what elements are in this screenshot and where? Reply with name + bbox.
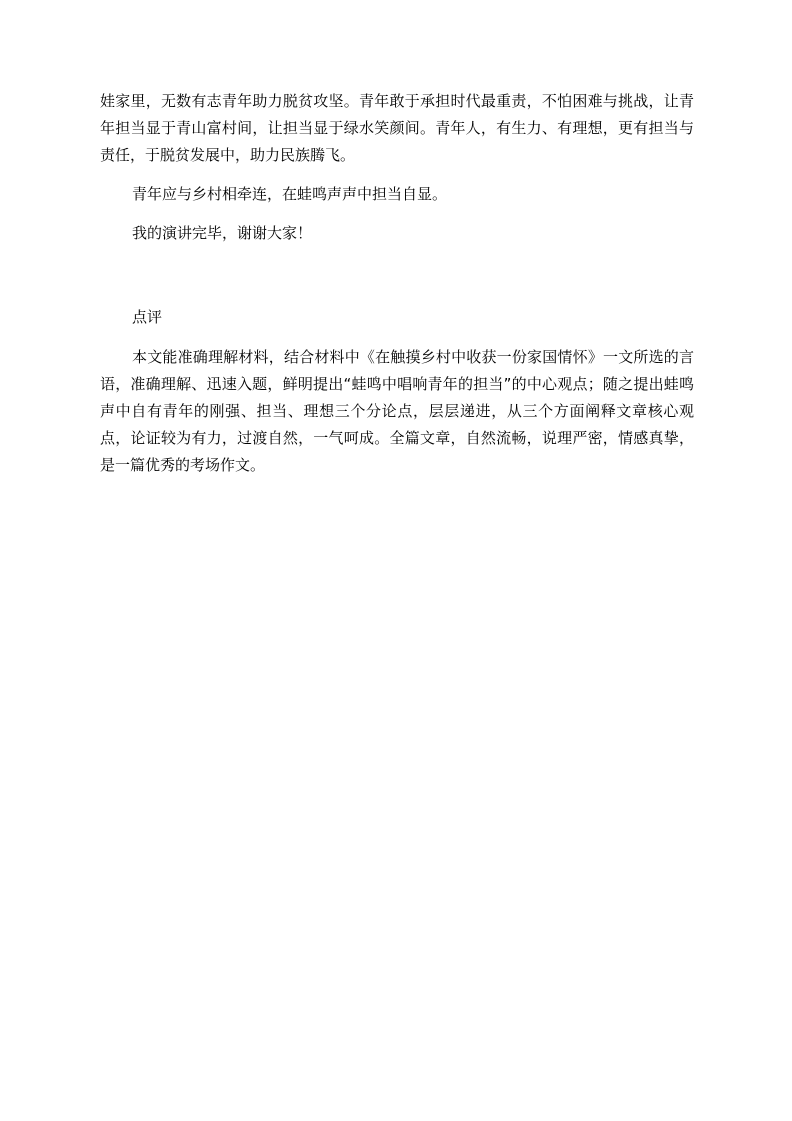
essay-paragraph-continuation: 娃家里，无数有志青年助力脱贫攻坚。青年敢于承担时代最重责，不怕困难与挑战，让青年担当显于青山富村间，让担当显于绿水笑颜间。青年人，有生力、有理想，更有担当与责任，于脱贫发展中，助力民族腾飞。	[100, 92, 694, 164]
essay-paragraph-conclusion: 青年应与乡村相牵连，在蛙鸣声声中担当自显。	[132, 185, 448, 203]
paragraph-spacer	[100, 169, 694, 181]
document-page	[100, 88, 694, 479]
paragraph-spacer	[100, 208, 694, 220]
essay-closing-line: 我的演讲完毕，谢谢大家！	[132, 224, 313, 242]
paragraph-spacer	[100, 331, 694, 344]
section-spacer	[100, 247, 694, 304]
review-heading: 点评	[132, 308, 163, 326]
review-body: 本文能准确理解材料，结合材料中《在触摸乡村中收获一份家国情怀》一文所选的言语，准确理解、迅速入题，鲜明提出“蛙鸣中唱响青年的担当”的中心观点；随之提出蛙鸣声中自有青年的刚强、担当、理想三个分论点，层层递进，从三个方面阐释文章核心观点，论证较为有力，过渡自然，一气呵成。全篇文章，自然流畅，说理严密，情感真挚，是一篇优秀的考场作文。	[100, 348, 694, 474]
